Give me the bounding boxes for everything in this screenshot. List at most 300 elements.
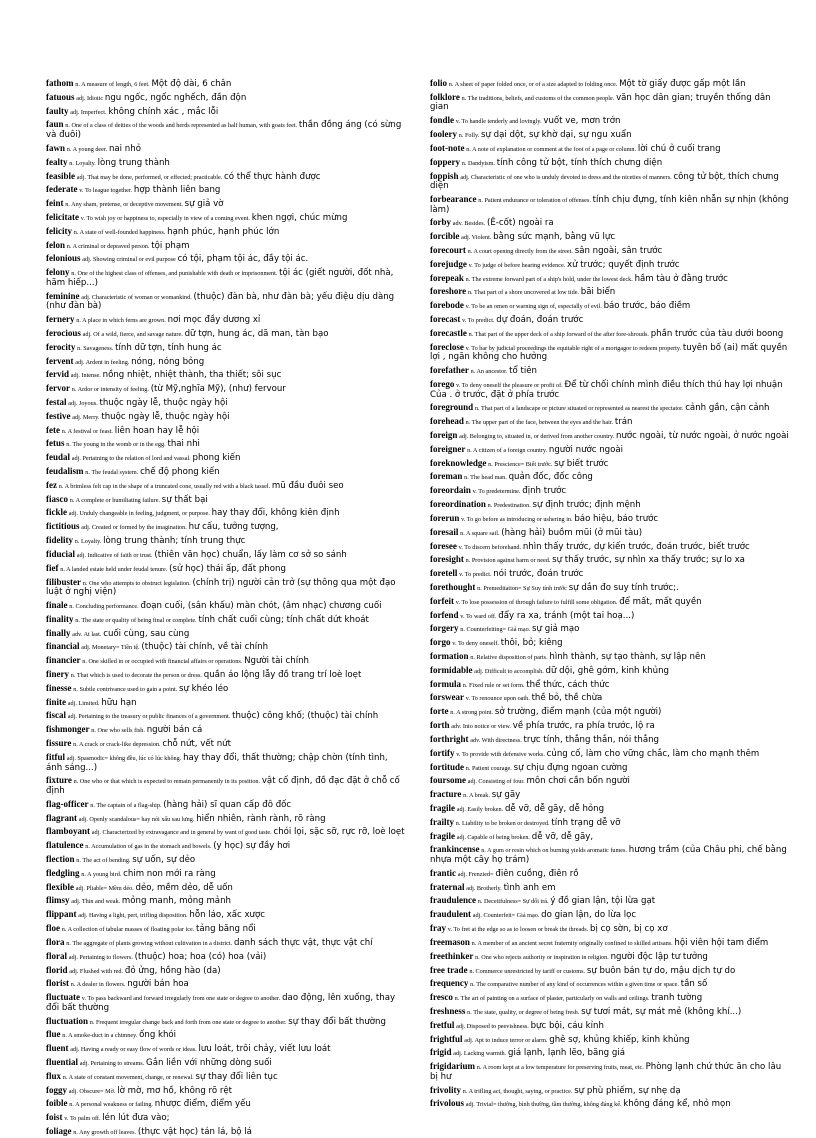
entry-definition: v. To bar by judicial proceedings the equitable right of a mortgagor to redeem property. [465, 344, 682, 352]
dictionary-entry [46, 267, 406, 288]
dictionary-entry [430, 965, 790, 977]
entry-headword: ferocity [46, 341, 76, 352]
entry-headword: forego [430, 378, 455, 389]
entry-translation: Một độ dài, 6 chân [151, 79, 232, 89]
entry-translation: ý đồ gian lận, tội lừa gạt [550, 896, 656, 907]
entry-definition: v. To wish joy or happiness to, especially in view of a coming event. [80, 214, 250, 222]
entry-definition: adj. Merry. [72, 413, 100, 421]
entry-headword: felon [46, 239, 65, 250]
entry-translation: tội phạm [151, 240, 190, 251]
entry-definition: v. To league together. [79, 187, 133, 195]
dictionary-entry [430, 992, 790, 1004]
entry-definition: n. The state, quality, or degree of being fresh. [467, 1008, 580, 1016]
entry-definition: v. To deny oneself the pleasure or profit of. [456, 381, 563, 389]
entry-translation: hỗn láo, xấc xược [189, 910, 265, 921]
entry-definition: adj. Brotherly. [466, 884, 502, 892]
entry-headword: formula [430, 678, 461, 689]
entry-headword: fidelity [46, 535, 73, 546]
entry-headword: florid [46, 964, 68, 975]
entry-translation: (thuộc) đàn bà, như đàn bà; yếu điệu dịu dàng (như đàn bà) [46, 291, 395, 312]
entry-definition: adj. Pertaining to the treasury or public finances of a government. [67, 713, 231, 721]
entry-translation: tính chịu đựng, tính kiên nhẫn sự nhịn (không làm) [430, 194, 789, 215]
entry-headword: flexible [46, 881, 74, 892]
entry-headword: fracture [430, 789, 462, 800]
dictionary-entry [46, 356, 406, 368]
dictionary-entry [46, 92, 406, 104]
entry-definition: n. Premeditation= Sự Suy tính trước [477, 584, 567, 592]
entry-translation: (thuộc) hoa; hoa (có) hoa (vải) [134, 951, 267, 962]
dictionary-entry [46, 1016, 406, 1028]
entry-headword: forte [430, 706, 449, 717]
entry-translation: thể thức, cách thức [526, 679, 610, 690]
entry-definition: n. A gum or resin which on burning yields aromatic fumes. [481, 847, 628, 855]
entry-translation: dao động, lên xuống, thay đổi bất thường [46, 993, 396, 1013]
dictionary-entry [430, 610, 790, 622]
entry-translation: sự khéo léo [179, 683, 229, 694]
dictionary-entry [46, 1126, 406, 1138]
entry-definition: adj. Easily broken. [456, 805, 504, 813]
entry-definition: adj. Limited. [67, 699, 100, 707]
entry-definition: n. A member of an ancient secret fraternity originally confined to skilled artisans. [471, 939, 673, 947]
entry-translation: giá lạnh, lạnh lẽo, băng giá [507, 1048, 625, 1059]
entry-definition: adj. Having a ready or easy flow of words or ideas. [70, 1046, 197, 1054]
entry-headword: feasible [46, 170, 75, 181]
entry-definition: n. Patient endurance or toleration of offenses. [478, 196, 591, 204]
entry-definition: adj. Capable of being broken. [456, 833, 530, 841]
entry-headword: formation [430, 651, 469, 661]
entry-translation: ghê sợ, khủng khiếp, kinh khủng [549, 1034, 690, 1045]
entry-translation: Để từ chối chính mình điều thích thú hay lợi nhuận Của . ở trước, đặt ở phía trước [430, 379, 783, 400]
dictionary-entry [46, 710, 406, 722]
entry-translation: tính công tử bột, tính thích chưng diện [496, 157, 663, 168]
entry-headword: foot-note [430, 142, 465, 153]
entry-definition: n. The upper part of the face, between the eyes and the hair. [465, 419, 614, 427]
entry-headword: finite [46, 696, 66, 707]
dictionary-entry [46, 600, 406, 612]
dictionary-entry [430, 300, 790, 312]
entry-translation: hay thay đổi, thất thường; chập chờn (tính tình, ánh sáng...) [46, 752, 388, 773]
entry-headword: foolery [430, 129, 457, 140]
entry-headword: forfend [430, 609, 459, 620]
left-column [46, 78, 406, 1138]
dictionary-entry [46, 752, 406, 773]
dictionary-entry [46, 937, 406, 949]
dictionary-entry [46, 369, 406, 381]
entry-definition: adj. Monetary= Tiền tệ. [81, 644, 140, 652]
entry-headword: fragile [430, 830, 455, 841]
entry-headword: fraudulent [430, 909, 472, 920]
entry-definition: adj. Consisting of four. [467, 778, 525, 786]
dictionary-entry [46, 813, 406, 825]
dictionary-entry [46, 171, 406, 183]
entry-translation: dẻo, mềm dẻo, dễ uốn [135, 882, 233, 893]
entry-headword: foretell [430, 568, 458, 579]
entry-headword: festive [46, 410, 71, 421]
entry-definition: adj. Frenzied= [457, 870, 494, 878]
entry-definition: n. Liability to be broken or destroyed. [455, 819, 550, 827]
entry-translation: Gắn liền với những dòng suối [146, 1058, 272, 1068]
entry-definition: v. To lose possession of through failure to fulfill some obligation. [455, 598, 618, 606]
entry-headword: flection [46, 854, 75, 864]
entry-definition: n. A crack or crack-like depression. [73, 741, 161, 749]
entry-definition: v. To ward off. [460, 612, 497, 620]
dictionary-entry [430, 92, 790, 113]
dictionary-entry [46, 480, 406, 492]
entry-definition: n. A smoke-duct in a chimney. [62, 1032, 138, 1040]
entry-headword: forgo [430, 637, 451, 648]
entry-translation: do gian lận, do lừa lọc [541, 910, 637, 921]
entry-translation: nai nhỏ [108, 143, 141, 154]
entry-translation: hạnh phúc, hạnh phúc lớn [167, 226, 280, 237]
entry-definition: n. Folly. [458, 132, 480, 140]
dictionary-entry [46, 521, 406, 533]
dictionary-entry [46, 1071, 406, 1083]
dictionary-entry [430, 541, 790, 553]
entry-translation: cuối cùng, sau cùng [103, 628, 190, 639]
entry-definition: n. A state of constant movement, change, or renewal. [62, 1073, 194, 1081]
entry-definition: adj. Intense. [70, 372, 101, 380]
entry-definition: n. That part of a shore uncovered at low tide. [467, 289, 580, 297]
dictionary-entry [46, 466, 406, 478]
entry-definition: n. One of a class of deities of the woods and herds represented as half human, with goats feet. [65, 122, 298, 130]
entry-headword: forcible [430, 231, 460, 242]
entry-translation: người nước ngoài [548, 444, 624, 455]
entry-translation: người bán cá [146, 725, 203, 736]
dictionary-entry [430, 720, 790, 732]
entry-translation: thuộc) công khố; (thuộc) tài chính [232, 711, 379, 722]
entry-definition: n. Fixed rule or set form. [462, 681, 525, 689]
entry-headword: fathom [46, 78, 74, 88]
dictionary-entry [430, 706, 790, 718]
dictionary-entry [46, 184, 406, 196]
entry-translation: Một tờ giấy được gấp một lần [619, 79, 746, 89]
dictionary-entry [430, 245, 790, 257]
entry-definition: adj. Violent. [461, 234, 492, 242]
entry-definition: adv. Into notice or view. [451, 723, 511, 731]
entry-translation: lén lút đưa vào; [102, 1113, 170, 1124]
entry-translation: sự giả mạo [532, 624, 580, 635]
entry-translation: có thể thực hành được [224, 171, 321, 182]
entry-headword: folklore [430, 91, 460, 102]
entry-definition: v. To provide with defensive works. [456, 750, 545, 758]
dictionary-entry [46, 1098, 406, 1110]
entry-headword: foppery [430, 156, 460, 167]
entry-translation: sự gãy [491, 790, 521, 801]
entry-translation: thuộc ngày lễ, thuộc ngày hội [101, 411, 230, 422]
dictionary-entry [430, 365, 790, 377]
dictionary-entry [430, 1061, 790, 1082]
entry-headword: finery [46, 669, 69, 679]
dictionary-entry [430, 194, 790, 215]
dictionary-entry [46, 198, 406, 210]
dictionary-entry [430, 78, 790, 90]
entry-translation: Phòng lạnh chứ thức ăn cho lâu bị hư [430, 1062, 782, 1082]
dictionary-entry [430, 844, 790, 865]
entry-translation: trán [614, 417, 633, 428]
entry-definition: adj. Spasmodic= không đều, lúc có lúc không. [66, 754, 182, 762]
entry-translation: văn học dân gian; truyền thống dân gian [430, 92, 771, 113]
entry-headword: frankincense [430, 844, 480, 855]
entry-definition: n. A measure of length, 6 feet. [75, 81, 150, 88]
entry-translation: sự giả vờ [184, 199, 224, 210]
entry-translation: hầm tàu ở đằng trước [634, 273, 728, 284]
entry-translation: có tội, phạm tội ác, đầy tội ác. [177, 254, 309, 265]
entry-translation: lời chú ở cuối trang [637, 143, 721, 154]
dictionary-entry [430, 1085, 790, 1097]
entry-headword: feudalism [46, 466, 84, 476]
entry-definition: n. Counterfeiting= Giả mạo. [460, 626, 531, 634]
entry-headword: fledgling [46, 867, 80, 878]
entry-translation: ống khói [139, 1030, 177, 1041]
entry-headword: flux [46, 1070, 62, 1081]
entry-translation: tội ác (giết người, đốt nhà, hãm hiếp...) [46, 268, 394, 288]
entry-translation: Người tài chính [244, 656, 310, 667]
entry-headword: faun [46, 119, 64, 130]
entry-translation: (Ê-cốt) ngoài ra [486, 218, 554, 229]
entry-translation: nồng nhiệt, nhiệt thành, tha thiết; sôi sục [102, 370, 282, 381]
entry-translation: công tử bột, thích chưng diện [430, 171, 779, 192]
right-column [430, 78, 790, 1123]
entry-headword: flagrant [46, 812, 77, 823]
entry-definition: adj. Having a light, pert, trifling disposition. [78, 912, 188, 920]
entry-definition: v. To predict. [459, 571, 492, 579]
entry-headword: fictitious [46, 521, 80, 532]
dictionary-entry [430, 527, 790, 539]
entry-translation: chế độ phong kiến [140, 467, 220, 477]
entry-headword: florist [46, 978, 69, 989]
entry-definition: v. To pass backward and forward irregularly from one state or degree to another. [81, 995, 281, 1003]
dictionary-entry [46, 641, 406, 653]
dictionary-entry [430, 679, 790, 691]
entry-translation: (thực vật học) tán lá, bộ lá [137, 1127, 252, 1138]
dictionary-entry [430, 485, 790, 497]
dictionary-entry [46, 494, 406, 506]
entry-headword: fishmonger [46, 724, 90, 735]
entry-definition: adj. Obscure= Mờ. [68, 1087, 116, 1095]
entry-definition: v. To palm off. [64, 1115, 101, 1123]
entry-headword: fretful [430, 1019, 455, 1030]
entry-translation: tính trạng dễ vỡ [551, 817, 621, 828]
entry-translation: vuốt ve, mơn trớn [543, 116, 621, 127]
entry-headword: forethought [430, 581, 476, 592]
entry-headword: fixture [46, 775, 72, 786]
dictionary-entry [430, 157, 790, 169]
entry-headword: flue [46, 1029, 61, 1040]
entry-definition: adj. Trivial= thường, bình thường, tầm thường, không đáng kể. [465, 1101, 622, 1109]
entry-headword: forejudge [430, 258, 467, 269]
entry-headword: felicitate [46, 211, 79, 222]
entry-definition: adj. Idiotic [76, 94, 104, 102]
entry-definition: n. The captain of a flag-ship. [90, 801, 162, 809]
entry-definition: n. An ancestor. [470, 368, 508, 376]
dictionary-entry [46, 549, 406, 561]
entry-headword: fresco [430, 992, 453, 1003]
entry-headword: forepeak [430, 272, 464, 283]
entry-translation: (thiên văn học) chuẩn, lấy làm cơ sở so sánh [154, 549, 347, 560]
entry-translation: phần trước của tàu dưới boong [650, 328, 784, 339]
dictionary-entry [430, 651, 790, 663]
entry-definition: adj. Created or formed by the imagination. [81, 524, 187, 532]
entry-definition: v. To predict. [462, 317, 495, 325]
entry-translation: cảnh gần, cận cảnh [685, 403, 770, 414]
entry-translation: thôi, bỏ; kiêng [500, 638, 563, 649]
dictionary-entry [46, 452, 406, 464]
entry-definition: v. To handle tenderly and lovingly. [455, 118, 542, 126]
entry-headword: foreign [430, 430, 458, 440]
dictionary-entry [430, 692, 790, 704]
entry-definition: n. A dealer in flowers. [70, 981, 126, 989]
entry-headword: freemason [430, 936, 470, 947]
dictionary-entry [430, 568, 790, 580]
dictionary-entry [46, 655, 406, 667]
entry-headword: frigidarium [430, 1061, 475, 1072]
entry-definition: n. Any growth off leaves. [73, 1129, 137, 1137]
dictionary-entry [46, 1043, 406, 1055]
entry-headword: forbearance [430, 193, 477, 204]
entry-translation: tính dữ tợn, tính hung ác [115, 342, 222, 353]
entry-definition: adv. With directness. [470, 736, 522, 744]
entry-translation: sự chịu đựng ngoan cường [513, 762, 628, 773]
entry-headword: foreordination [430, 499, 486, 510]
dictionary-entry [430, 734, 790, 746]
entry-headword: flag-officer [46, 798, 89, 809]
entry-definition: n. One skilled in or occupied with financial affairs or operations. [82, 658, 243, 666]
entry-definition: n. Prescience= Biết trước. [488, 460, 553, 468]
entry-translation: tranh tường [651, 993, 703, 1004]
entry-headword: foreigner [430, 443, 466, 454]
entry-translation: củng cố, làm cho vững chắc, làm cho mạnh thêm [546, 748, 760, 759]
entry-definition: n. A brimless felt cap in the shape of a truncated cone, usually red with a black tassel. [58, 482, 271, 490]
dictionary-entry [430, 951, 790, 963]
entry-translation: sự dắn đo suy tính trước;. [568, 582, 679, 593]
dictionary-entry [430, 273, 790, 285]
entry-definition: adj. Pliable= Mềm dẻo. [75, 884, 134, 892]
entry-translation: thề bỏ, thề chừa [531, 693, 603, 704]
dictionary-entry [46, 1057, 406, 1069]
entry-definition: adj. Apt to induce terror or alarm. [464, 1036, 548, 1044]
entry-definition: v. To deny oneself. [452, 640, 499, 648]
entry-headword: ferocious [46, 327, 81, 338]
entry-headword: forecast [430, 314, 461, 325]
dictionary-entry [46, 882, 406, 894]
entry-headword: fete [46, 424, 60, 435]
entry-definition: v. To be an omen or warning sign of, especially of evil. [465, 303, 602, 311]
entry-definition: n. The state or quality of being final or complete. [75, 616, 197, 624]
entry-headword: fluctuate [46, 992, 80, 1003]
dictionary-entry [46, 507, 406, 519]
entry-definition: n. A sheet of paper folded once, or of a size adapted to folding once. [448, 81, 618, 88]
entry-headword: fickle [46, 507, 67, 518]
entry-definition: n. A young bird. [81, 870, 122, 878]
entry-definition: n. Concluding performance. [69, 602, 139, 610]
dictionary-entry [430, 416, 790, 428]
entry-definition: n. A room kept at a low temperature for preserving fruits, meat, etc. [476, 1064, 644, 1072]
entry-headword: finale [46, 599, 68, 610]
entry-translation: khen ngợi, chúc mừng [251, 212, 348, 223]
entry-headword: fatuous [46, 91, 75, 102]
entry-translation: môn chơi cần bốn người [526, 776, 630, 787]
entry-definition: n. Patient courage. [465, 764, 512, 772]
entry-headword: forswear [430, 692, 464, 703]
dictionary-entry [430, 1020, 790, 1032]
entry-headword: fissure [46, 738, 72, 749]
dictionary-entry [46, 342, 406, 354]
entry-headword: fiscal [46, 710, 66, 721]
entry-translation: dữ tợn, hung ác, dã man, tàn bạo [184, 328, 329, 339]
entry-definition: adj. That may be done, performed, or effected; practicable. [76, 173, 223, 181]
entry-definition: adj. Imperfect. [70, 108, 107, 116]
entry-translation: sự biết trước [554, 458, 609, 469]
entry-translation: mỏng manh, mỏng mảnh [121, 896, 231, 907]
entry-headword: foresee [430, 540, 457, 551]
dictionary-entry [430, 748, 790, 760]
entry-headword: festal [46, 396, 67, 407]
entry-headword: fragile [430, 802, 455, 813]
entry-headword: forby [430, 217, 451, 228]
entry-headword: frightful [430, 1033, 463, 1044]
entry-headword: fraternal [430, 881, 465, 892]
entry-headword: floral [46, 950, 67, 961]
entry-definition: adj. Ardent in feeling. [75, 358, 130, 366]
entry-headword: fervent [46, 355, 74, 366]
entry-headword: foreman [430, 471, 463, 482]
dictionary-entry [430, 1006, 790, 1018]
entry-translation: chỗ nứt, vết nứt [162, 739, 231, 750]
entry-definition: n. The comparative number of any kind of occurrences within a given time or space. [470, 981, 679, 989]
dictionary-entry [46, 951, 406, 963]
dictionary-entry [430, 499, 790, 511]
dictionary-entry [46, 157, 406, 169]
entry-translation: mũ đầu đuôi seo [271, 480, 344, 491]
dictionary-entry [430, 909, 790, 921]
entry-definition: n. A personal weakness or failing. [69, 1101, 153, 1109]
entry-headword: forerun [430, 512, 460, 523]
entry-translation: thai nhi [167, 439, 200, 450]
entry-definition: adj. Difficult to accomplish. [474, 667, 544, 675]
dictionary-entry [46, 738, 406, 750]
dictionary-entry [430, 379, 790, 400]
entry-definition: n. The feudal system. [85, 469, 139, 476]
entry-translation: bị cọ sờn, bị cọ xơ [590, 924, 668, 935]
entry-definition: v. To fret at the edge so as to loosen or break the threads. [447, 926, 589, 934]
dictionary-entry [430, 554, 790, 566]
dictionary-entry [46, 411, 406, 423]
entry-definition: n. Subtle contrivance used to gain a point. [73, 685, 178, 693]
entry-translation: đoạn cuối, (sân khấu) màn chót, (âm nhạc) chương cuối [140, 600, 382, 611]
entry-definition: adj. Unduly changeable in feeling, judgment, or purpose. [68, 510, 210, 518]
dictionary-entry [430, 923, 790, 935]
entry-headword: fervor [46, 383, 70, 394]
entry-definition: n. That which is used to decorate the person or dress. [70, 672, 202, 679]
entry-translation: dễ vỡ, dễ gãy, [531, 831, 594, 842]
entry-headword: frequency [430, 978, 469, 989]
dictionary-entry [46, 291, 406, 312]
entry-definition: n. One who or that which is expected to remain permanently in its position. [73, 778, 261, 786]
dictionary-entry [46, 965, 406, 977]
entry-translation: sự phù phiếm, sự nhẹ dạ [574, 1085, 681, 1096]
entry-translation: xử trước; quyết định trước [567, 259, 680, 270]
entry-headword: freshness [430, 1005, 466, 1016]
entry-headword: fief [46, 562, 59, 573]
entry-translation: nhìn thấy trước, dự kiến trước, đoán trước, biết trước [522, 541, 750, 552]
entry-headword: fiasco [46, 493, 68, 504]
dictionary-entry [430, 402, 790, 414]
dictionary-entry [46, 923, 406, 935]
entry-translation: thuộc ngày lễ, thuộc ngày hội [99, 397, 228, 408]
entry-translation: không chính xác , mắc lỗi [108, 106, 219, 117]
dictionary-entry [46, 868, 406, 880]
entry-headword: foppish [430, 170, 459, 181]
